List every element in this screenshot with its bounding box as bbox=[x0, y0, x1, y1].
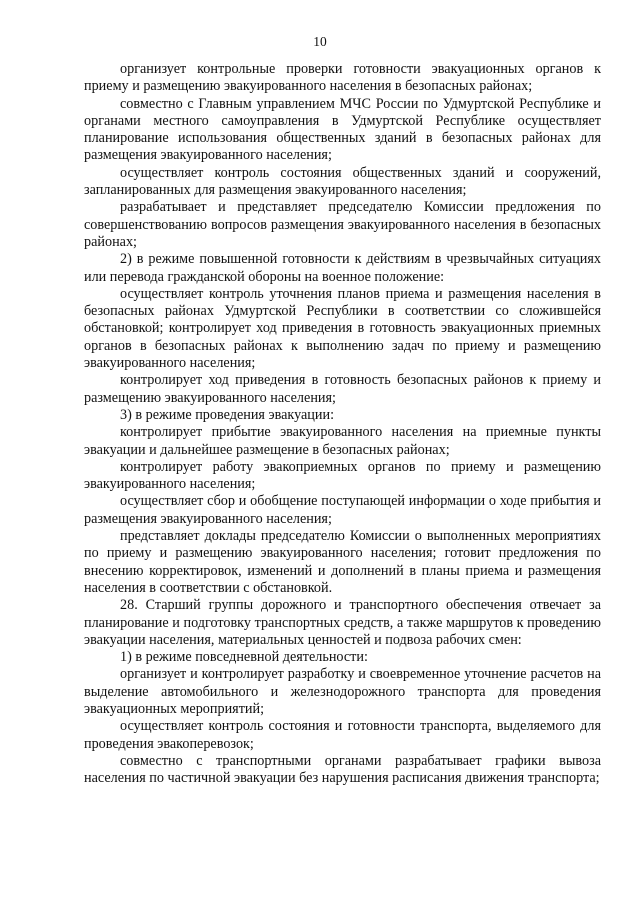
paragraph: представляет доклады председателю Комиссии о выполненных мероприятиях по приему и размещению эвакуированного населения; готовит предложения по внесению корректировок, изменений и дополнений в планы приема и размещения населения в соответствии с обстановкой. bbox=[84, 528, 601, 596]
paragraph: осуществляет контроль уточнения планов приема и размещения населения в безопасных районах Удмуртской Республики в соответствии со сложившейся обстановкой; контролирует ход приведения в готовность эвакуационных приемных органов в безопасных районах к выполнению задач по приему и размещению эвакуированного населения; bbox=[84, 285, 601, 372]
paragraph: совместно с Главным управлением МЧС России по Удмуртской Республике и органами местного самоуправления в Удмуртской Республике осуществляет планирование использования общественных зданий в безопасных районах для размещения эвакуированного населения; bbox=[84, 95, 601, 164]
paragraph: 1) в режиме повседневной деятельности: bbox=[120, 649, 368, 666]
paragraph: осуществляет сбор и обобщение поступающей информации о ходе прибытия и размещения эвакуированного населения; bbox=[84, 493, 601, 527]
paragraph: организует и контролирует разработку и своевременное уточнение расчетов на выделение автомобильного и железнодорожного транспорта для проведения эвакуационных мероприятий; bbox=[84, 666, 601, 717]
document-body bbox=[84, 61, 601, 787]
paragraph: разрабатывает и представляет председателю Комиссии предложения по совершенствованию вопросов размещения эвакуированного населения в безопасных районах; bbox=[84, 199, 601, 250]
paragraph: 2) в режиме повышенной готовности к действиям в чрезвычайных ситуациях или перевода гражданской обороны на военное положение: bbox=[84, 251, 601, 285]
paragraph: организует контрольные проверки готовности эвакуационных органов к приему и размещению эвакуированного населения в безопасных районах; bbox=[84, 61, 601, 95]
paragraph: контролирует работу эвакоприемных органов по приему и размещению эвакуированного населения; bbox=[84, 458, 601, 493]
paragraph: 3) в режиме проведения эвакуации: bbox=[120, 406, 335, 423]
paragraph: 28. Старший группы дорожного и транспортного обеспечения отвечает за планирование и подготовку транспортных средств, а также маршрутов к проведению эвакуации населения, материальных ценностей и подвоза рабочих смен: bbox=[84, 597, 601, 648]
page-number: 10 bbox=[313, 34, 327, 49]
paragraph: контролирует ход приведения в готовность безопасных районов к приему и размещению эвакуированного населения; bbox=[84, 372, 601, 406]
paragraph: совместно с транспортными органами разрабатывает графики вывоза населения по частичной эвакуации без нарушения расписания движения транспорта; bbox=[84, 752, 601, 787]
paragraph: осуществляет контроль состояния и готовности транспорта, выделяемого для проведения эвакоперевозок; bbox=[84, 718, 601, 752]
paragraph: контролирует прибытие эвакуированного населения на приемные пункты эвакуации и дальнейшее размещение в безопасных районах; bbox=[84, 424, 601, 458]
paragraph: осуществляет контроль состояния общественных зданий и сооружений, запланированных для размещения эвакуированного населения; bbox=[84, 164, 601, 199]
